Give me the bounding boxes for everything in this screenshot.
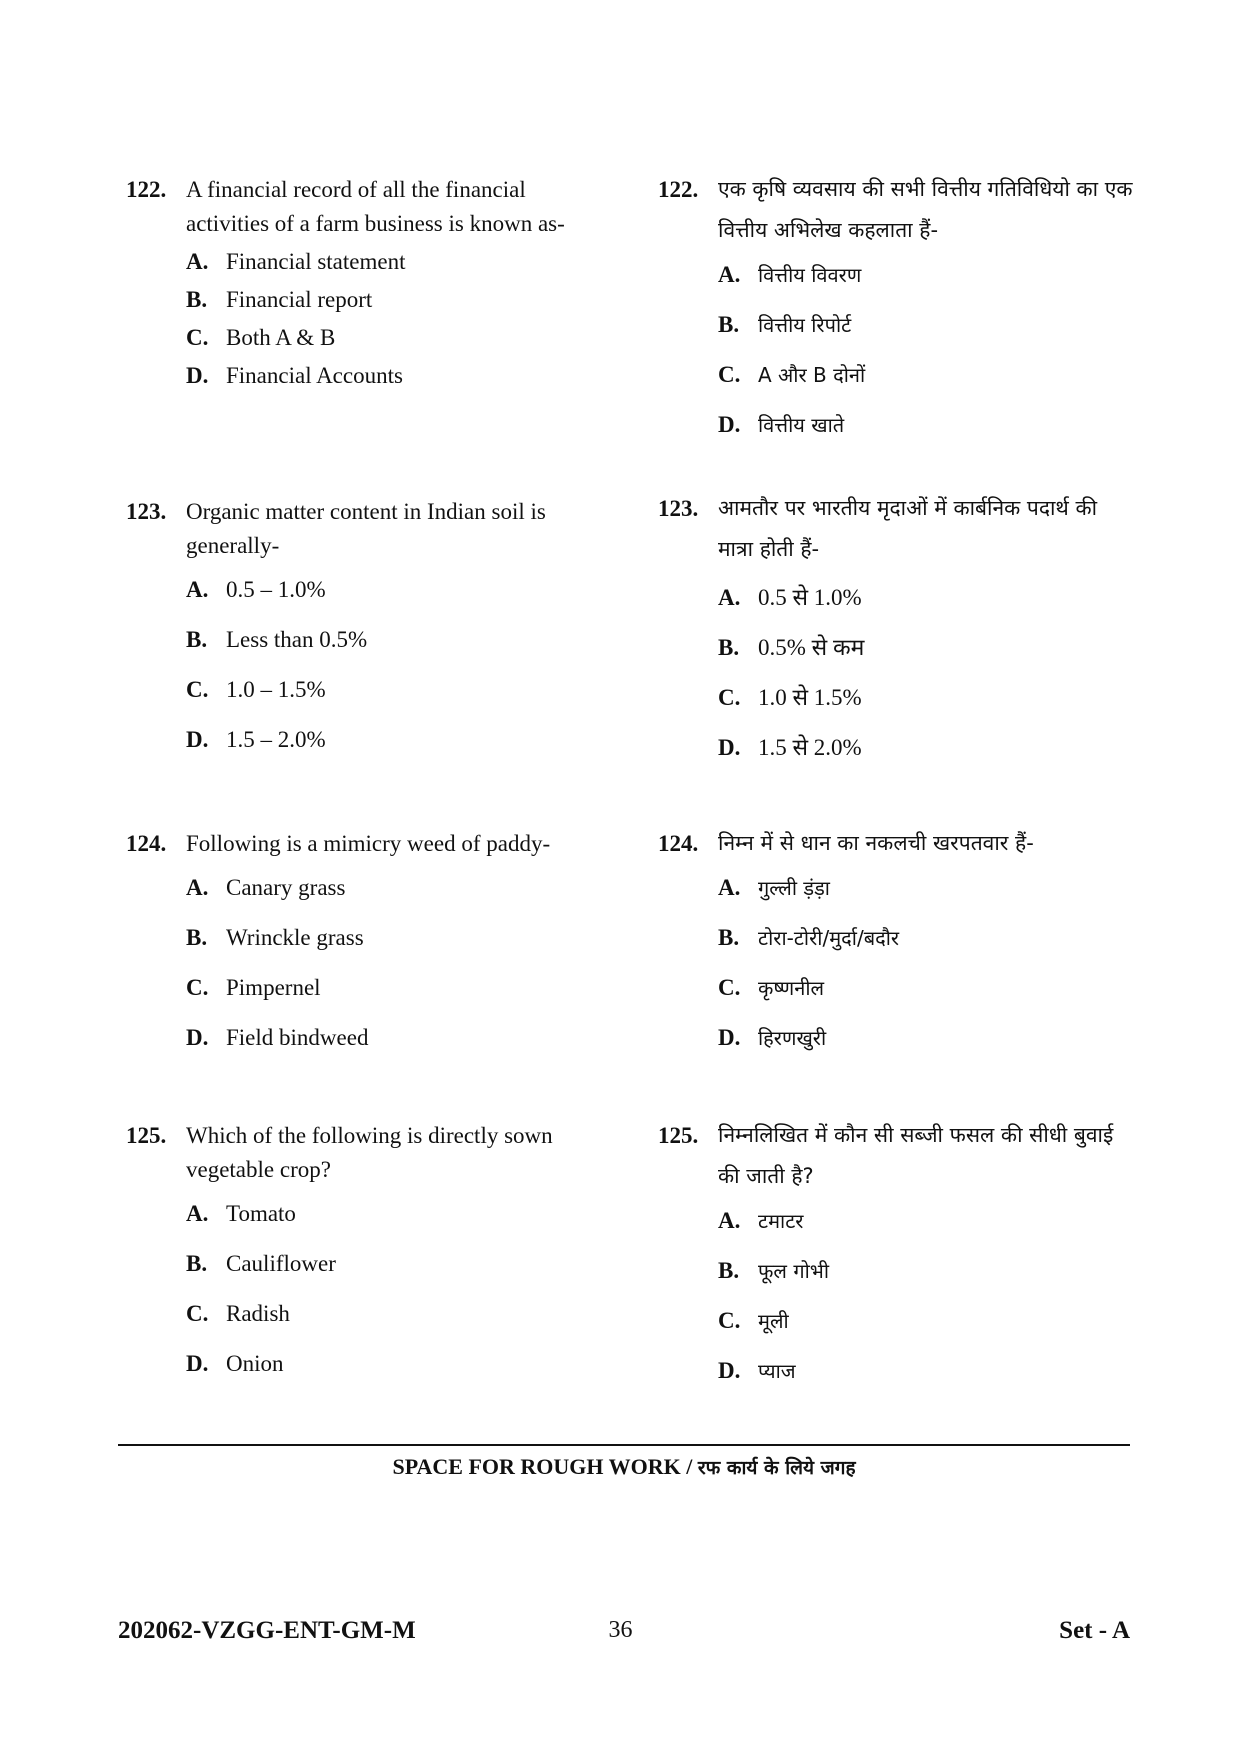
option-label: C. [718,1308,741,1333]
option-label: C. [718,975,741,1000]
option-label: D. [186,1351,209,1376]
question-122-en [126,178,596,401]
option-a [186,249,596,287]
option-text: टमाटर [758,1209,804,1233]
option-text: वित्तीय रिपोर्ट [758,313,852,337]
option-b [718,924,1138,974]
option-d [186,363,596,401]
option-label: B. [186,287,208,312]
question-number: 123. [658,496,699,521]
question-text: Following is a mimicry weed of paddy- [186,831,551,856]
option-b [718,630,1138,680]
option-d [718,730,1138,780]
option-text: 0.5% से कम [758,635,865,660]
option-text: Financial Accounts [226,363,403,388]
option-label: A. [186,1201,209,1226]
question-number: 122. [658,177,699,202]
set-label: Set - A [1059,1617,1130,1644]
option-text: Both A & B [226,325,336,350]
option-text: 0.5 से 1.0% [758,585,862,610]
option-label: D. [718,1358,741,1383]
option-text: Onion [226,1351,284,1376]
option-a [718,261,1138,311]
option-label: A. [186,875,209,900]
option-label: B. [718,1258,740,1283]
option-b [718,311,1138,361]
option-text: कृष्णनील [758,976,825,1000]
option-a [718,874,1138,924]
option-c [186,325,596,363]
option-label: A. [718,262,741,287]
question-number: 124. [658,831,699,856]
option-label: D. [718,412,741,437]
option-label: B. [186,627,208,652]
question-123-hi [658,497,1138,780]
option-text: Tomato [226,1201,296,1226]
option-label: D. [718,735,741,760]
option-text: 1.0 – 1.5% [226,677,326,702]
option-text: Canary grass [226,875,346,900]
question-125-hi [658,1124,1138,1407]
paper-code: 202062-VZGG-ENT-GM-M [118,1617,416,1644]
option-text: Pimpernel [226,975,321,1000]
option-d [718,1357,1138,1407]
option-c [186,975,596,1025]
option-a [186,875,596,925]
option-d [718,1024,1138,1074]
option-d [718,411,1138,461]
option-label: B. [718,925,740,950]
question-125-en [126,1124,596,1401]
question-122-hi [658,178,1138,461]
option-c [718,361,1138,411]
question-text: Organic matter content in Indian soil is generally- [186,499,546,558]
question-text: निम्नलिखित में कौन सी सब्जी फसल की सीधी बुवाई की जाती है? [718,1123,1114,1188]
section-divider [118,1444,1130,1446]
option-text: 1.0 से 1.5% [758,685,862,710]
option-text: 1.5 से 2.0% [758,735,862,760]
option-b [186,1251,596,1301]
option-label: B. [718,635,740,660]
option-a [718,580,1138,630]
question-text: निम्न में से धान का नकलची खरपतवार हैं- [718,831,1034,855]
option-d [186,1025,596,1075]
option-c [186,677,596,727]
option-d [186,1351,596,1401]
page-number: 36 [608,1617,633,1643]
option-text: वित्तीय खाते [758,413,845,437]
option-text: फूल गोभी [758,1259,830,1283]
option-label: A. [186,577,209,602]
option-label: B. [186,925,208,950]
question-124-hi [658,832,1138,1074]
question-number: 122. [126,177,167,202]
option-text: Financial statement [226,249,406,274]
option-b [718,1257,1138,1307]
question-text: एक कृषि व्यवसाय की सभी वित्तीय गतिविधियो का एक वित्तीय अभिलेख कहलाता हैं- [718,177,1133,242]
option-text: Wrinckle grass [226,925,364,950]
option-label: C. [718,685,741,710]
option-label: A. [718,585,741,610]
option-d [186,727,596,777]
question-number: 125. [126,1123,167,1148]
option-c [718,680,1138,730]
option-label: C. [718,362,741,387]
option-label: C. [186,677,209,702]
option-label: A. [718,1208,741,1233]
option-text: टोरा-टोरी/मुर्दा/बदौर [758,926,900,950]
option-text: 0.5 – 1.0% [226,577,326,602]
option-a [186,1201,596,1251]
question-124-en [126,832,596,1075]
rough-work-english: SPACE FOR ROUGH WORK / [392,1454,698,1479]
option-label: C. [186,1301,209,1326]
option-label: B. [186,1251,208,1276]
option-text: हिरणखुरी [758,1026,827,1050]
option-text: मूली [758,1309,789,1333]
option-c [186,1301,596,1351]
option-text: Financial report [226,287,373,312]
option-label: D. [718,1025,741,1050]
option-text: Radish [226,1301,290,1326]
option-label: B. [718,312,740,337]
question-number: 123. [126,499,167,524]
option-text: प्याज [758,1359,796,1383]
rough-work-heading [118,1454,1130,1480]
option-label: C. [186,975,209,1000]
option-text: Field bindweed [226,1025,369,1050]
option-a [718,1207,1138,1257]
option-text: 1.5 – 2.0% [226,727,326,752]
option-label: A. [186,249,209,274]
question-number: 124. [126,831,167,856]
question-123-en [126,500,596,777]
option-text: गुल्ली ड़ंड़ा [758,876,830,900]
option-text: Less than 0.5% [226,627,368,652]
option-b [186,627,596,677]
option-c [718,974,1138,1024]
option-text: Cauliflower [226,1251,336,1276]
question-number: 125. [658,1123,699,1148]
option-text: वित्तीय विवरण [758,263,862,287]
option-b [186,287,596,325]
option-label: D. [186,1025,209,1050]
rough-work-hindi: रफ कार्य के लिये जगह [697,1457,856,1479]
question-text: आमतौर पर भारतीय मृदाओं में कार्बनिक पदार्थ की मात्रा होती हैं- [718,496,1098,561]
option-a [186,577,596,627]
option-label: D. [186,363,209,388]
question-text: Which of the following is directly sown vegetable crop? [186,1123,553,1182]
option-c [718,1307,1138,1357]
question-text: A financial record of all the financial activities of a farm business is known as- [186,177,565,236]
option-label: C. [186,325,209,350]
option-label: A. [718,875,741,900]
option-text: A और B दोनों [758,363,866,387]
option-label: D. [186,727,209,752]
option-b [186,925,596,975]
